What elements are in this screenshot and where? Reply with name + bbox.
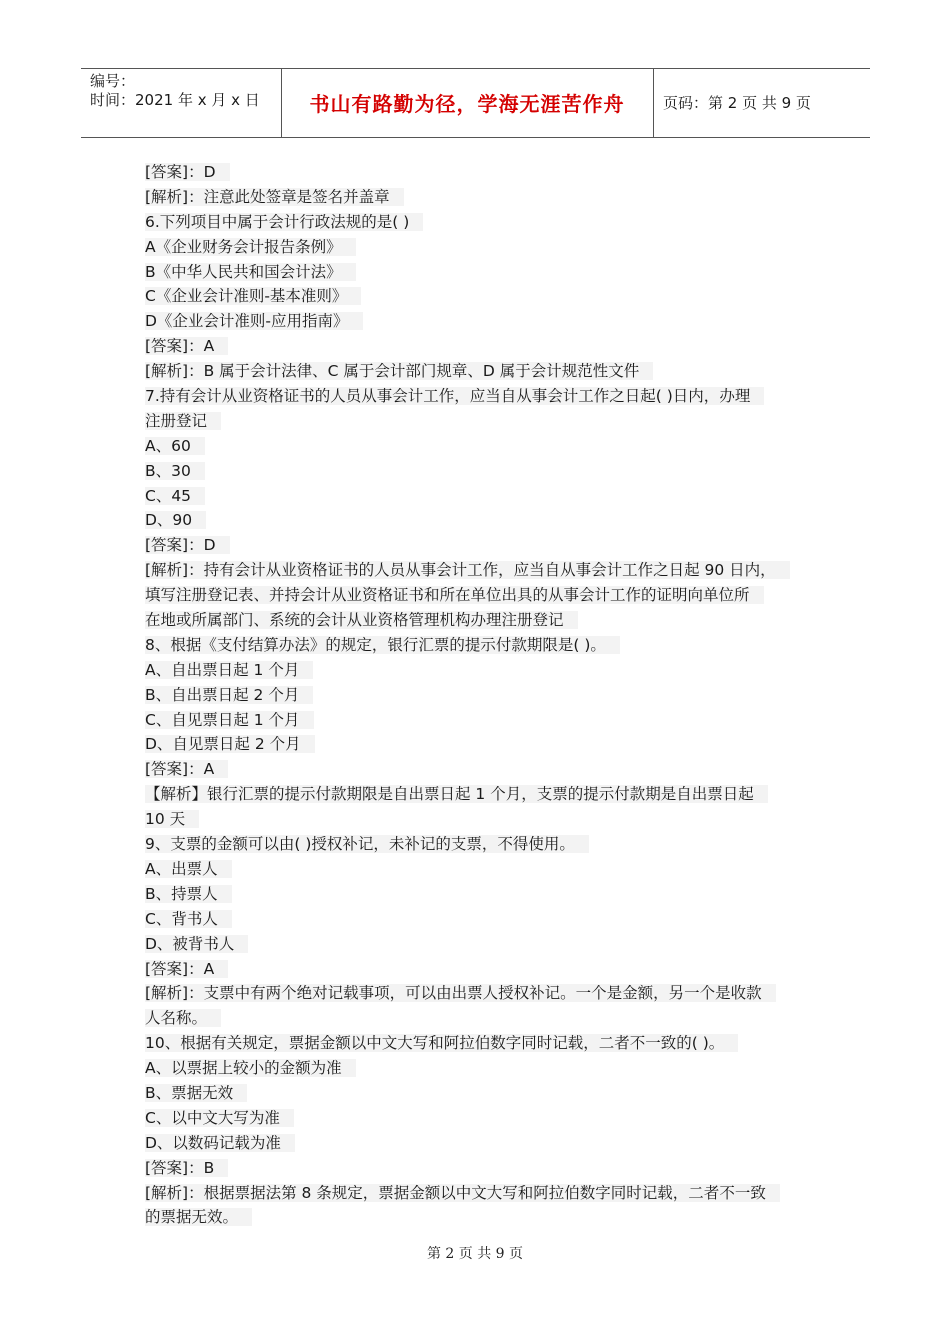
text-line-content: A、60 [145, 437, 205, 455]
text-line [145, 210, 825, 235]
text-line-content: 注册登记 [145, 412, 221, 430]
text-line [145, 1006, 825, 1031]
text-line-content: [答案]：A [145, 960, 228, 978]
text-line [145, 683, 825, 708]
text-line-content: 9、支票的金额可以由( )授权补记，未补记的支票，不得使用。 [145, 835, 589, 853]
text-line-content: D、被背书人 [145, 935, 248, 953]
text-line-content: A、出票人 [145, 860, 232, 878]
text-line [145, 284, 825, 309]
text-line [145, 807, 825, 832]
text-line-content: A、以票据上较小的金额为准 [145, 1059, 356, 1077]
text-line [145, 235, 825, 260]
text-line [145, 882, 825, 907]
text-line-content: [解析]：持有会计从业资格证书的人员从事会计工作，应当自从事会计工作之日起 90 日内， [145, 561, 790, 579]
text-line [145, 782, 825, 807]
text-line [145, 583, 825, 608]
text-line-content: 【解析】银行汇票的提示付款期限是自出票日起 1 个月，支票的提示付款期是自出票日起 [145, 785, 768, 803]
text-line [145, 1031, 825, 1056]
document-number-label: 编号： [90, 72, 136, 90]
text-line-content: B、30 [145, 462, 205, 480]
text-line-content: [答案]：A [145, 760, 228, 778]
text-line-content: [答案]：D [145, 163, 230, 181]
text-line [145, 708, 825, 733]
text-line [145, 409, 825, 434]
text-line-content: B、持票人 [145, 885, 232, 903]
page-footer: 第 2 页 共 9 页 [426, 1246, 524, 1262]
text-line [145, 932, 825, 957]
text-line-content: B《中华人民共和国会计法》 [145, 263, 356, 281]
text-line-content: D《企业会计准则-应用指南》 [145, 312, 363, 330]
header-page-cell [653, 69, 870, 137]
text-line [145, 384, 825, 409]
text-line-content: 的票据无效。 [145, 1208, 252, 1226]
text-line [145, 434, 825, 459]
text-line-content: [解析]：支票中有两个绝对记载事项，可以由出票人授权补记。一个是金额，另一个是收款 [145, 984, 776, 1002]
text-line-content: C、背书人 [145, 910, 232, 928]
text-line-content: 6.下列项目中属于会计行政法规的是( ) [145, 213, 423, 231]
header-motto-cell [281, 69, 654, 137]
text-line [145, 907, 825, 932]
text-line-content: B、自出票日起 2 个月 [145, 686, 313, 704]
text-line [145, 533, 825, 558]
document-body [145, 160, 825, 1230]
text-line-content: D、自见票日起 2 个月 [145, 735, 315, 753]
text-line-content: 8、根据《支付结算办法》的规定，银行汇票的提示付款期限是( )。 [145, 636, 620, 654]
text-line [145, 1056, 825, 1081]
text-line [145, 658, 825, 683]
text-line-content: C、自见票日起 1 个月 [145, 711, 314, 729]
text-line [145, 334, 825, 359]
text-line-content: D、以数码记载为准 [145, 1134, 295, 1152]
text-line-content: 填写注册登记表、并持会计从业资格证书和所在单位出具的从事会计工作的证明向单位所 [145, 586, 764, 604]
text-line [145, 732, 825, 757]
text-line [145, 1181, 825, 1206]
text-line [145, 508, 825, 533]
text-line [145, 260, 825, 285]
text-line-content: 10、根据有关规定，票据金额以中文大写和阿拉伯数字同时记载，二者不一致的( )。 [145, 1034, 738, 1052]
text-line-content: B、票据无效 [145, 1084, 247, 1102]
text-line-content: A、自出票日起 1 个月 [145, 661, 313, 679]
text-line [145, 185, 825, 210]
text-line [145, 857, 825, 882]
text-line-content: 10 天 [145, 810, 199, 828]
text-line-content: 人名称。 [145, 1009, 221, 1027]
header-page-number: 页码：第 2 页 共 9 页 [663, 94, 811, 112]
text-line [145, 957, 825, 982]
text-line-content: [解析]：注意此处签章是签名并盖章 [145, 188, 404, 206]
text-line-content: C、45 [145, 487, 205, 505]
text-line-content: D、90 [145, 511, 206, 529]
text-line [145, 484, 825, 509]
text-line-content: C《企业会计准则-基本准则》 [145, 287, 361, 305]
text-line-content: [答案]：B [145, 1159, 228, 1177]
text-line [145, 633, 825, 658]
header-motto: 书山有路勤为径，学海无涯苦作舟 [309, 92, 625, 116]
text-line [145, 1131, 825, 1156]
text-line [145, 981, 825, 1006]
text-line [145, 1106, 825, 1131]
text-line [145, 359, 825, 384]
text-line-content: [答案]：D [145, 536, 230, 554]
text-line [145, 608, 825, 633]
text-line [145, 309, 825, 334]
text-line-content: C、以中文大写为准 [145, 1109, 294, 1127]
text-line-content: [解析]：根据票据法第 8 条规定，票据金额以中文大写和阿拉伯数字同时记载，二者不一致 [145, 1184, 780, 1202]
text-line [145, 558, 825, 583]
text-line [145, 832, 825, 857]
text-line [145, 1081, 825, 1106]
text-line-content: [解析]：B 属于会计法律、C 属于会计部门规章、D 属于会计规范性文件 [145, 362, 653, 380]
text-line-content: A《企业财务会计报告条例》 [145, 238, 356, 256]
document-date-label: 时间：2021 年 x 月 x 日 [90, 91, 260, 109]
page-header [81, 68, 870, 138]
text-line [145, 1205, 825, 1230]
text-line-content: [答案]：A [145, 337, 228, 355]
text-line [145, 160, 825, 185]
text-line [145, 757, 825, 782]
text-line-content: 在地或所属部门、系统的会计从业资格管理机构办理注册登记 [145, 611, 578, 629]
text-line [145, 459, 825, 484]
text-line [145, 1156, 825, 1181]
header-meta-cell [81, 69, 282, 137]
text-line-content: 7.持有会计从业资格证书的人员从事会计工作，应当自从事会计工作之日起( )日内，办理 [145, 387, 764, 405]
